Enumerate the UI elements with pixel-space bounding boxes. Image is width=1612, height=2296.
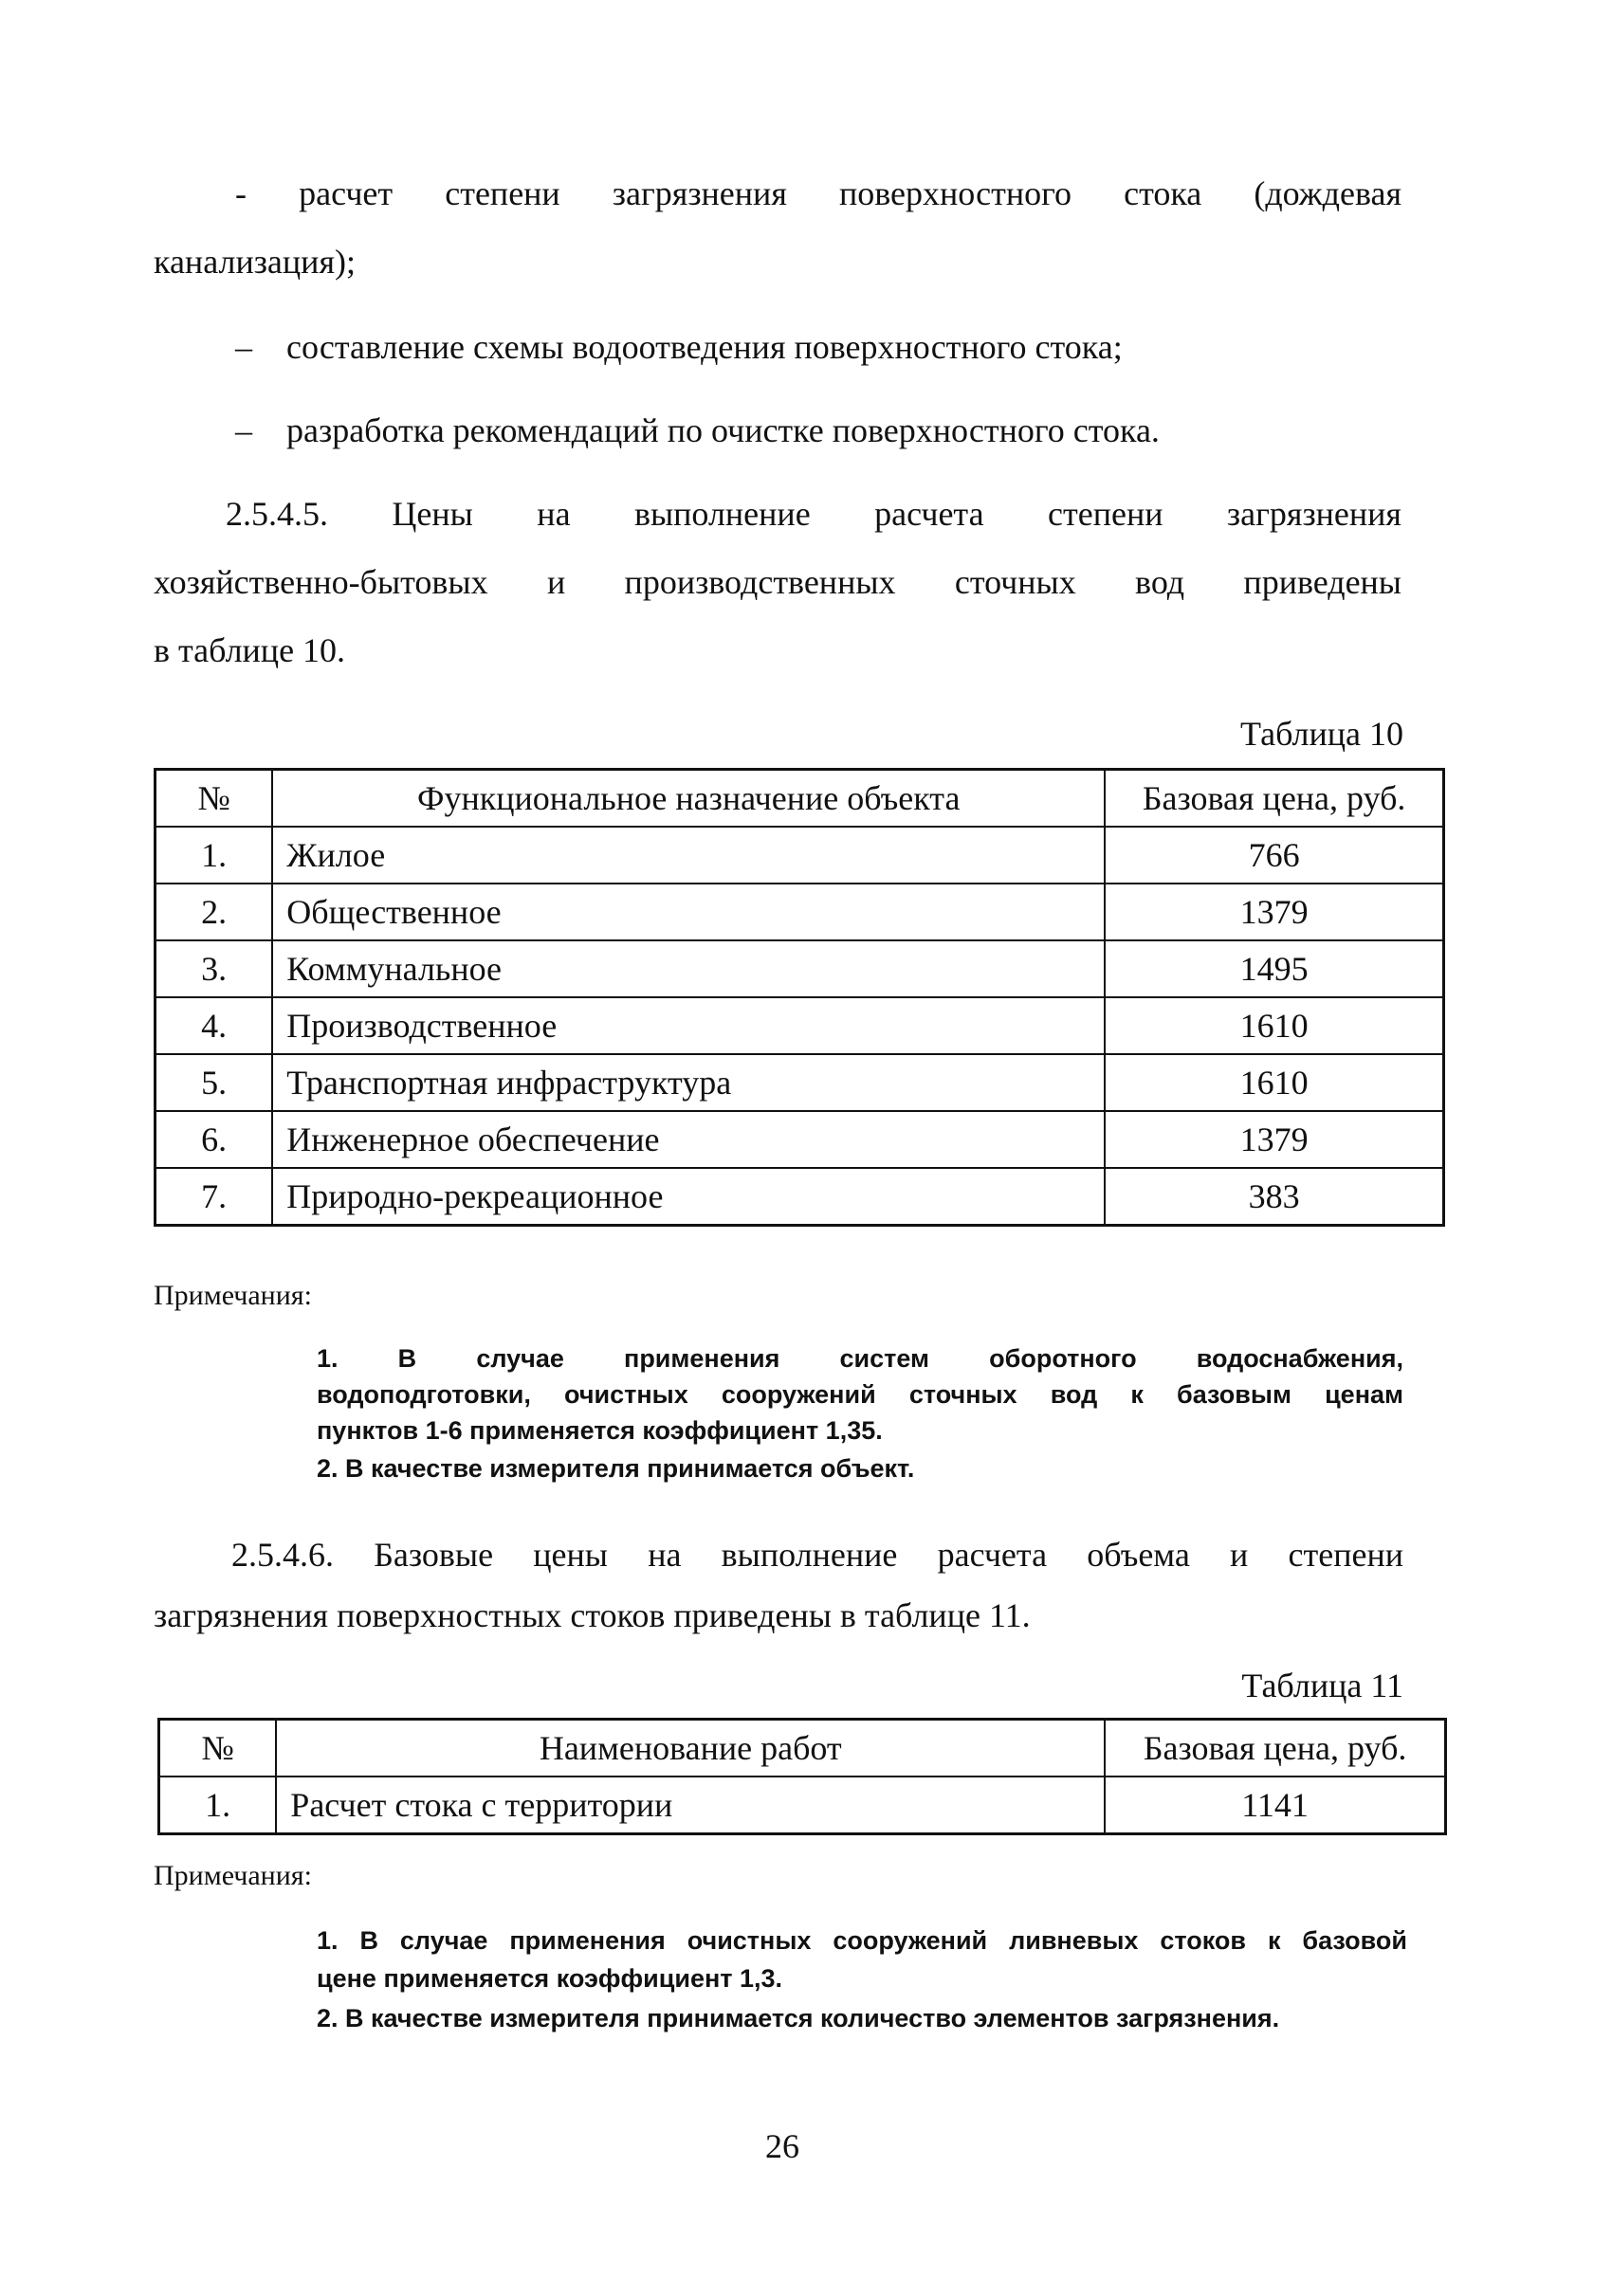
row-name: Производственное	[272, 997, 1105, 1054]
row-number: 7.	[156, 1168, 273, 1226]
row-price: 1610	[1105, 997, 1443, 1054]
row-number: 6.	[156, 1111, 273, 1168]
table-header-row	[159, 1720, 1446, 1777]
row-name: Природно-рекреационное	[272, 1168, 1105, 1226]
table10-caption: Таблица 10	[1240, 715, 1403, 753]
notes11-item-1-line-1: 1. В случае применения очистных сооружений ливневых стоков к базовой	[317, 1926, 1407, 1955]
notes11-item-2: 2. В качестве измерителя принимается количество элементов загрязнения.	[317, 2004, 1280, 2032]
row-price: 383	[1105, 1168, 1443, 1226]
section-2546-line-1: 2.5.4.6. Базовые цены на выполнение расчета объема и степени	[231, 1536, 1403, 1574]
table-row	[159, 1777, 1446, 1834]
table-row	[156, 1111, 1444, 1168]
row-number: 5.	[156, 1054, 273, 1111]
row-number: 4.	[156, 997, 273, 1054]
table-row	[156, 1168, 1444, 1226]
row-name: Жилое	[272, 827, 1105, 884]
row-name: Транспортная инфраструктура	[272, 1054, 1105, 1111]
table11	[157, 1718, 1447, 1835]
table-row	[156, 827, 1444, 884]
notes11-item-1-line-2: цене применяется коэффициент 1,3.	[317, 1964, 783, 1993]
table11-caption: Таблица 11	[1241, 1667, 1403, 1704]
header-price: Базовая цена, руб.	[1105, 1720, 1445, 1777]
table-header-row	[156, 770, 1444, 828]
header-number: №	[156, 770, 273, 828]
page-number: 26	[765, 2127, 799, 2165]
intro-item-1-line-2: канализация);	[154, 243, 356, 281]
header-number: №	[159, 1720, 277, 1777]
header-work-name: Наименование работ	[276, 1720, 1105, 1777]
dash-bullet: –	[235, 411, 252, 449]
dash-bullet: –	[235, 328, 252, 366]
notes10-item-1-line-1: 1. В случае применения систем оборотного водоснабжения,	[317, 1344, 1403, 1373]
notes10-title: Примечания:	[154, 1280, 312, 1311]
row-name: Коммунальное	[272, 940, 1105, 997]
section-2545-line-3: в таблице 10.	[154, 631, 346, 669]
row-price: 1379	[1105, 1111, 1443, 1168]
row-price: 1495	[1105, 940, 1443, 997]
row-price: 1141	[1105, 1777, 1445, 1834]
table-row	[156, 884, 1444, 940]
section-2545-line-1: 2.5.4.5. Цены на выполнение расчета степени загрязнения	[226, 495, 1401, 533]
notes10-item-2: 2. В качестве измерителя принимается объект.	[317, 1454, 915, 1483]
intro-item-1-line-1: - расчет степени загрязнения поверхностного стока (дождевая	[235, 174, 1401, 212]
row-number: 2.	[156, 884, 273, 940]
notes10-item-1-line-3: пунктов 1-6 применяется коэффициент 1,35.	[317, 1416, 883, 1445]
section-2545-line-2: хозяйственно-бытовых и производственных сточных вод приведены	[154, 563, 1401, 601]
table-row	[156, 997, 1444, 1054]
row-price: 1610	[1105, 1054, 1443, 1111]
table-row	[156, 940, 1444, 997]
section-2546-line-2: загрязнения поверхностных стоков приведены в таблице 11.	[154, 1596, 1031, 1634]
row-number: 1.	[159, 1777, 277, 1834]
row-name: Общественное	[272, 884, 1105, 940]
row-name: Инженерное обеспечение	[272, 1111, 1105, 1168]
row-price: 1379	[1105, 884, 1443, 940]
intro-item-2: составление схемы водоотведения поверхностного стока;	[286, 328, 1123, 366]
row-number: 1.	[156, 827, 273, 884]
table10	[154, 768, 1445, 1227]
intro-item-3: разработка рекомендаций по очистке поверхностного стока.	[286, 411, 1160, 449]
header-price: Базовая цена, руб.	[1105, 770, 1443, 828]
notes10-item-1-line-2: водоподготовки, очистных сооружений сточных вод к базовым ценам	[317, 1380, 1403, 1409]
header-function: Функциональное назначение объекта	[272, 770, 1105, 828]
row-name: Расчет стока с территории	[276, 1777, 1105, 1834]
notes11-title: Примечания:	[154, 1860, 312, 1891]
table-row	[156, 1054, 1444, 1111]
row-number: 3.	[156, 940, 273, 997]
row-price: 766	[1105, 827, 1443, 884]
